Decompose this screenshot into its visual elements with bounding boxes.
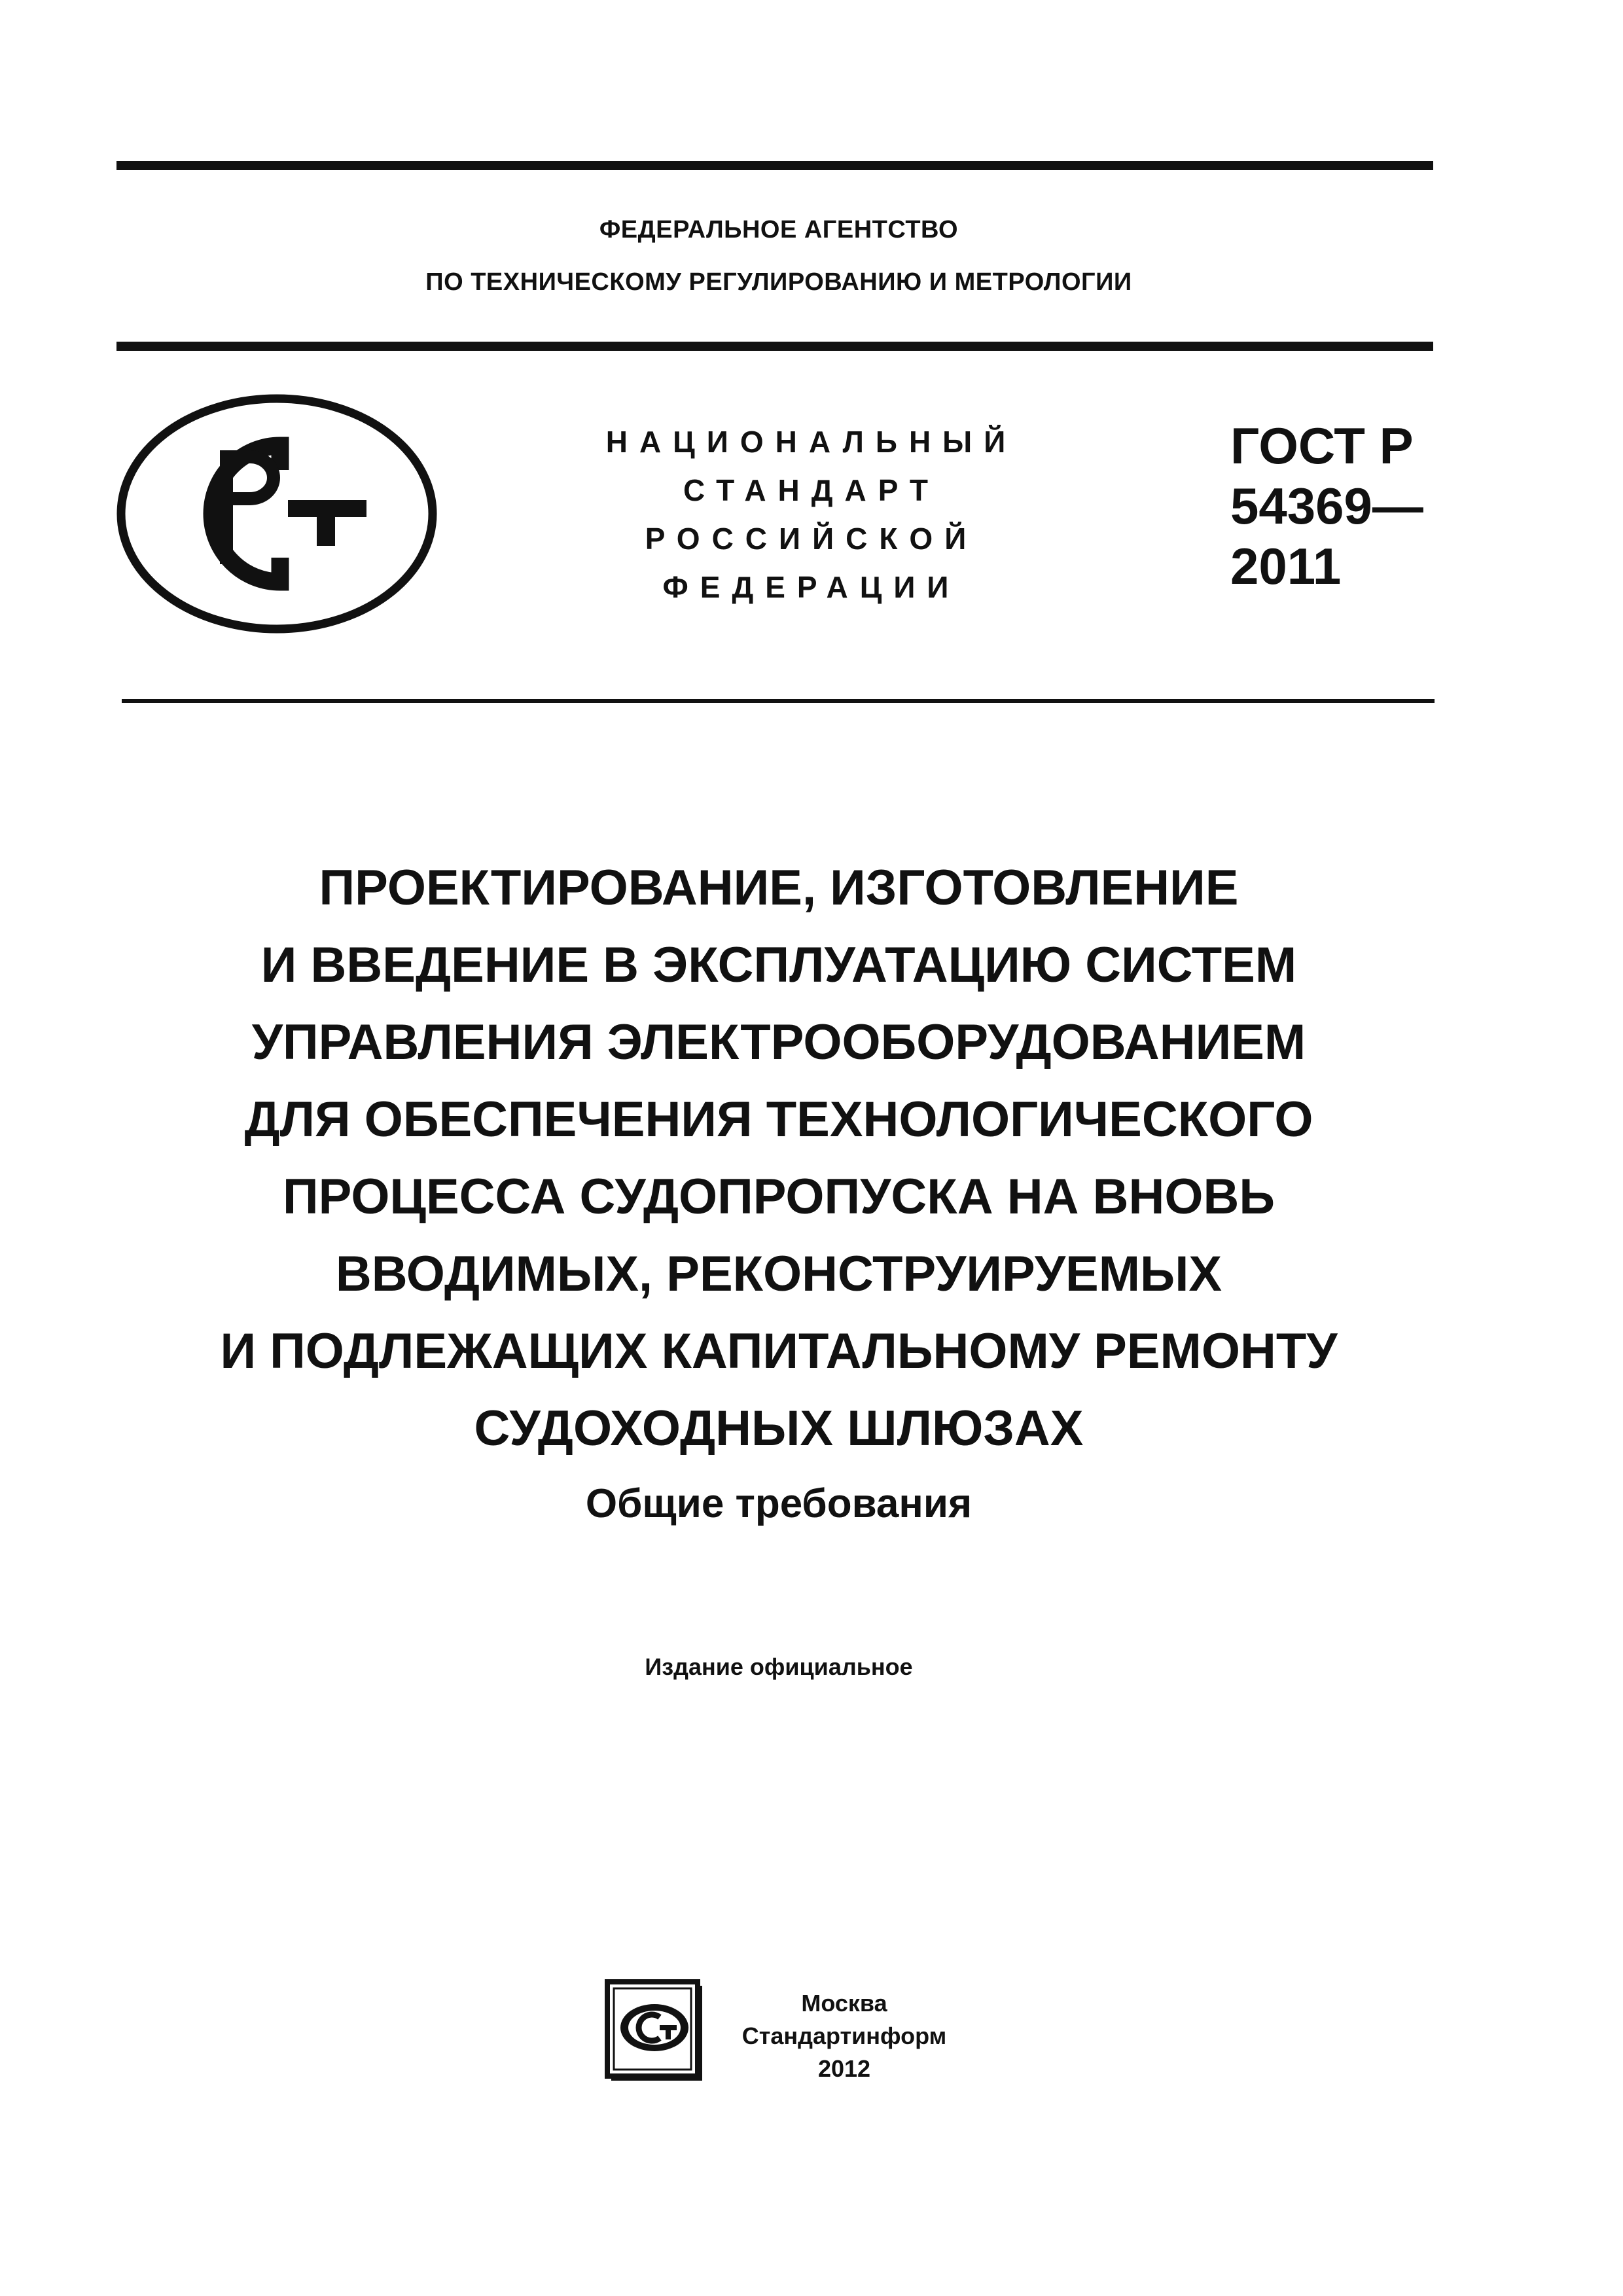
title-line: СУДОХОДНЫХ ШЛЮЗАХ	[474, 1401, 1084, 1456]
title-line: И ВВЕДЕНИЕ В ЭКСПЛУАТАЦИЮ СИСТЕМ	[260, 937, 1297, 993]
standard-type-line-4: ФЕДЕРАЦИИ	[662, 570, 961, 604]
standard-designation-line-1: ГОСТ Р	[1230, 417, 1414, 475]
title-line: ПРОЦЕССА СУДОПРОПУСКА НА ВНОВЬ	[283, 1169, 1275, 1225]
standard-type-line-3: РОССИЙСКОЙ	[645, 522, 978, 556]
standard-type-line-1: НАЦИОНАЛЬНЫЙ	[605, 425, 1018, 459]
title-line: ДЛЯ ОБЕСПЕЧЕНИЯ ТЕХНОЛОГИЧЕСКОГО	[244, 1092, 1313, 1147]
rst-certification-logo-icon	[116, 393, 437, 635]
title-line: И ПОДЛЕЖАЩИХ КАПИТАЛЬНОМУ РЕМОНТУ	[220, 1323, 1338, 1379]
lower-rule	[122, 699, 1435, 703]
title-line: ВВОДИМЫХ, РЕКОНСТРУИРУЕМЫХ	[335, 1246, 1222, 1302]
agency-name-line-2: ПО ТЕХНИЧЕСКОМУ РЕГУЛИРОВАНИЮ И МЕТРОЛОГИИ	[425, 268, 1132, 296]
agency-name-line-1: ФЕДЕРАЛЬНОЕ АГЕНТСТВО	[599, 216, 959, 243]
document-title	[0, 850, 1558, 1467]
standard-designation-line-2: 54369—	[1230, 477, 1423, 535]
document-subtitle: Общие требования	[585, 1481, 972, 1526]
standard-type-line-2: СТАНДАРТ	[683, 473, 940, 507]
edition-note: Издание официальное	[645, 1653, 913, 1680]
middle-rule	[116, 342, 1433, 351]
publication-year: 2012	[817, 2055, 871, 2082]
standartinform-logo-icon	[605, 1979, 704, 2081]
publisher-name: Стандартинформ	[741, 2022, 947, 2049]
title-line: УПРАВЛЕНИЯ ЭЛЕКТРООБОРУДОВАНИЕМ	[251, 1014, 1306, 1070]
publisher-city: Москва	[801, 1990, 887, 2017]
title-line: ПРОЕКТИРОВАНИЕ, ИЗГОТОВЛЕНИЕ	[319, 860, 1239, 916]
top-rule	[116, 161, 1433, 170]
standard-designation-line-3: 2011	[1230, 537, 1342, 595]
